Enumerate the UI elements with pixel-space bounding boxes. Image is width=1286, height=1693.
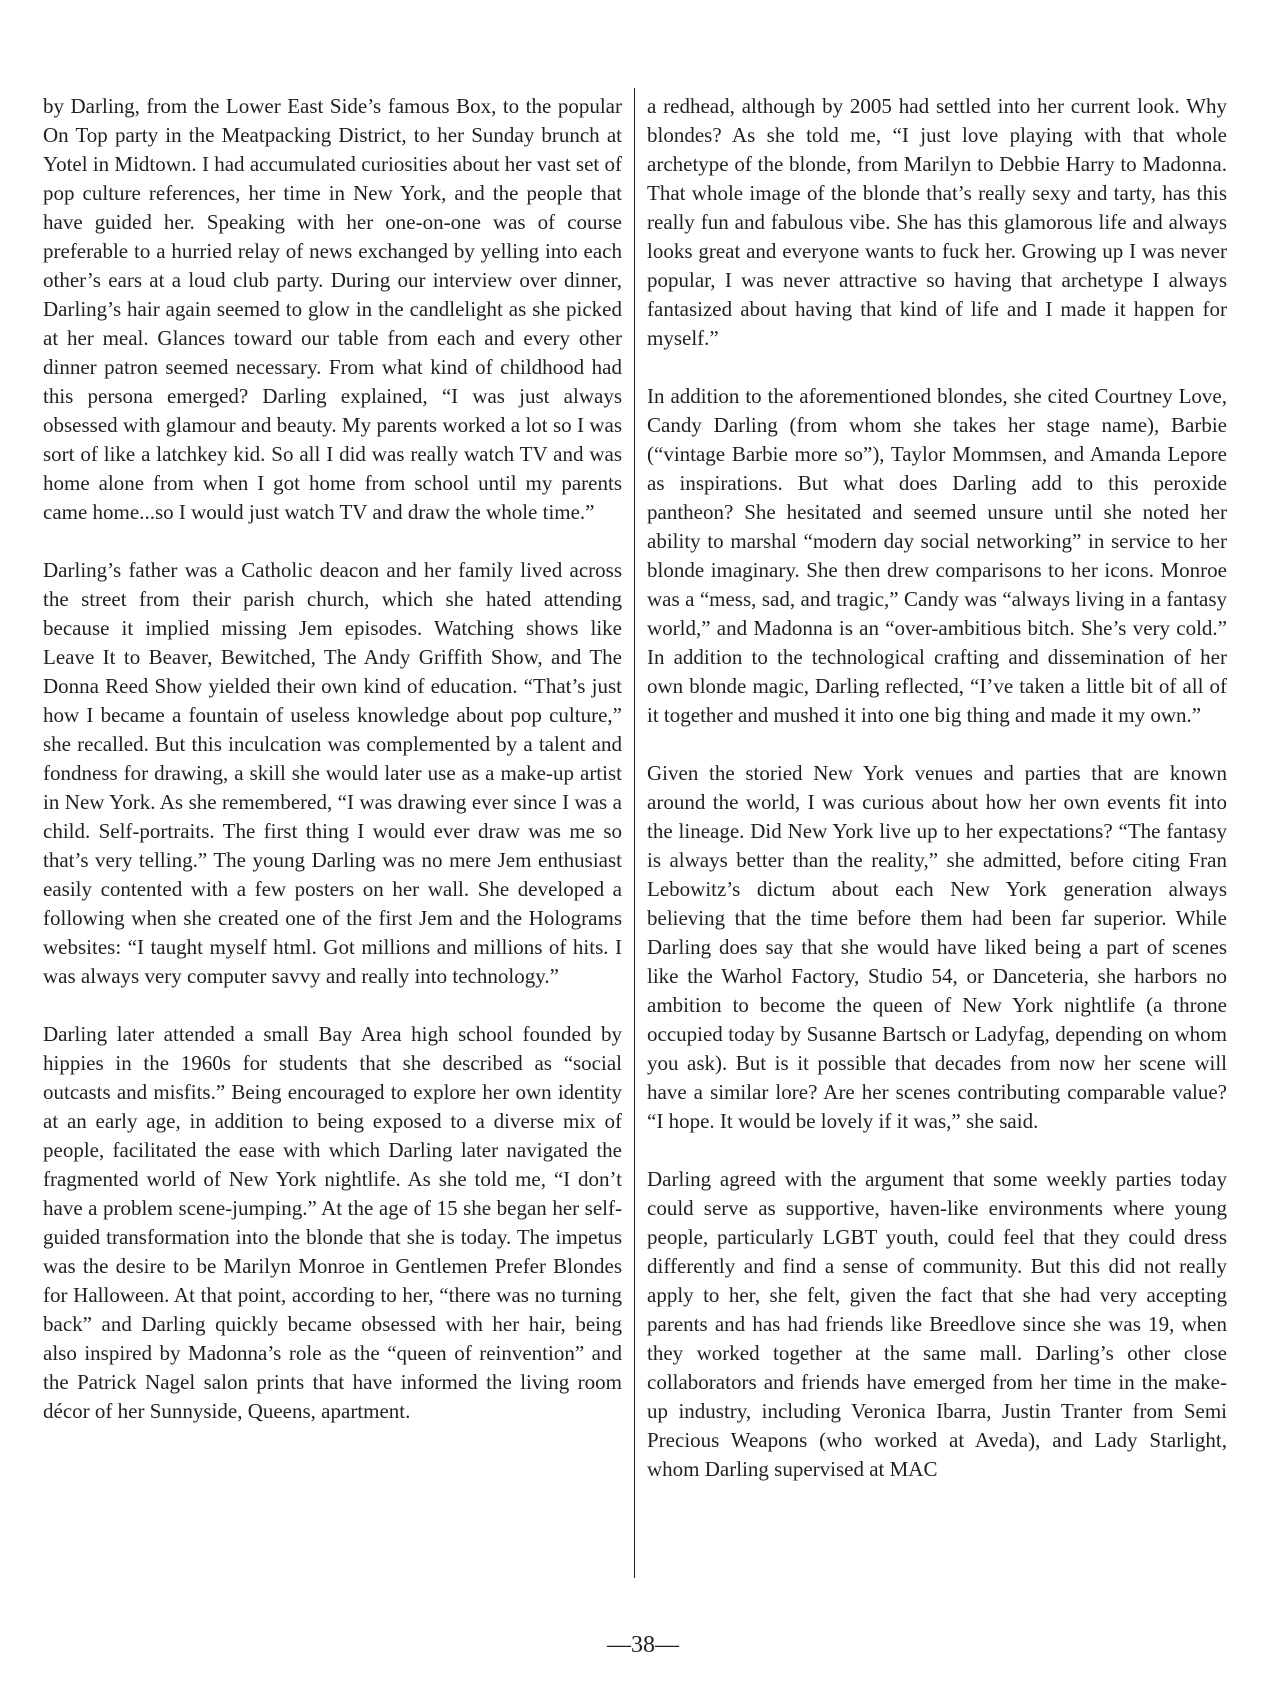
column-divider [634, 88, 635, 1578]
right-paragraph-4: Darling agreed with the argument that some weekly parties today could serve as supportive, haven-like environments where young people, particularly LGBT youth, could feel that they could dress differently and find a sense of community. But this did not really apply to her, she felt, given the fact that she had very accepting parents and has had friends like Breedlove since she was 19, when they worked together at the same mall. Darling’s other close collaborators and friends have emerged from her time in the make-up industry, including Veronica Ibarra, Justin Tranter from Semi Precious Weapons (who worked at Aveda), and Lady Starlight, whom Darling supervised at MAC [647, 1167, 1227, 1481]
left-column [43, 92, 622, 1426]
right-paragraph-2: In addition to the aforementioned blondes, she cited Courtney Love, Candy Darling (from whom she takes her stage name), Barbie (“vintage Barbie more so”), Taylor Mommsen, and Amanda Lepore as inspirations. But what does Darling add to this peroxide pantheon? She hesitated and seemed unsure until she noted her ability to marshal “modern day social networking” in service to her blonde imaginary. She then drew comparisons to her icons. Monroe was a “mess, sad, and tragic,” Candy was “always living in a fantasy world,” and Madonna is an “over-ambitious bitch. She’s very cold.” In addition to the technological crafting and dissemination of her own blonde magic, Darling reflected, “I’ve taken a little bit of all of it together and mushed it into one big thing and made it my own.” [647, 384, 1227, 727]
left-paragraph-2: Darling’s father was a Catholic deacon and her family lived across the street from their parish church, which she hated attending because it implied missing Jem episodes. Watching shows like Leave It to Beaver, Bewitched, The Andy Griffith Show, and The Donna Reed Show yielded their own kind of education. “That’s just how I became a fountain of useless knowledge about pop culture,” she recalled. But this inculcation was complemented by a talent and fondness for drawing, a skill she would later use as a make-up artist in New York. As she remembered, “I was drawing ever since I was a child. Self-portraits. The first thing I would ever draw was me so that’s very telling.” The young Darling was no mere Jem enthusiast easily contented with a few posters on her wall. She developed a following when she created one of the first Jem and the Holograms websites: “I taught myself html. Got millions and millions of hits. I was always very computer savvy and really into technology.” [43, 558, 622, 988]
page-number: —38— [607, 1632, 679, 1658]
left-paragraph-1: by Darling, from the Lower East Side’s famous Box, to the popular On Top party in the Meatpacking District, to her Sunday brunch at Yotel in Midtown. I had accumulated curiosities about her vast set of pop culture references, her time in New York, and the people that have guided her. Speaking with her one-on-one was of course preferable to a hurried relay of news exchanged by yelling into each other’s ears at a loud club party. During our interview over dinner, Darling’s hair again seemed to glow in the candlelight as she picked at her meal. Glances toward our table from each and every other dinner patron seemed necessary. From what kind of childhood had this persona emerged? Darling explained, “I was just always obsessed with glamour and beauty. My parents worked a lot so I was sort of like a latchkey kid. So all I did was really watch TV and was home alone from when I got home from school until my parents came home...so I would just watch TV and draw the whole time.” [43, 94, 622, 524]
right-column [647, 92, 1227, 1484]
right-paragraph-1: a redhead, although by 2005 had settled into her current look. Why blondes? As she told me, “I just love playing with that whole archetype of the blonde, from Marilyn to Debbie Harry to Madonna. That whole image of the blonde that’s really sexy and tarty, has this really fun and fabulous vibe. She has this glamorous life and always looks great and everyone wants to fuck her. Growing up I was never popular, I was never attractive so having that archetype I always fantasized about having that kind of life and I made it happen for myself.” [647, 94, 1227, 350]
left-paragraph-3: Darling later attended a small Bay Area high school founded by hippies in the 1960s for students that she described as “social outcasts and misfits.” Being encouraged to explore her own identity at an early age, in addition to being exposed to a diverse mix of people, facilitated the ease with which Darling later navigated the fragmented world of New York nightlife. As she told me, “I don’t have a problem scene-jumping.” At the age of 15 she began her self-guided transformation into the blonde that she is today. The impetus was the desire to be Marilyn Monroe in Gentlemen Prefer Blondes for Halloween. At that point, according to her, “there was no turning back” and Darling quickly became obsessed with her hair, being also inspired by Madonna’s role as the “queen of reinvention” and the Patrick Nagel salon prints that have informed the living room décor of her Sunnyside, Queens, apartment. [43, 1022, 622, 1423]
right-paragraph-3: Given the storied New York venues and parties that are known around the world, I was curious about how her own events fit into the lineage. Did New York live up to her expectations? “The fantasy is always better than the reality,” she admitted, before citing Fran Lebowitz’s dictum about each New York generation always believing that the time before them had been far superior. While Darling does say that she would have liked being a part of scenes like the Warhol Factory, Studio 54, or Danceteria, she harbors no ambition to become the queen of New York nightlife (a throne occupied today by Susanne Bartsch or Ladyfag, depending on whom you ask). But is it possible that decades from now her scene will have a similar lore? Are her scenes contributing comparable value? “I hope. It would be lovely if it was,” she said. [647, 761, 1227, 1133]
